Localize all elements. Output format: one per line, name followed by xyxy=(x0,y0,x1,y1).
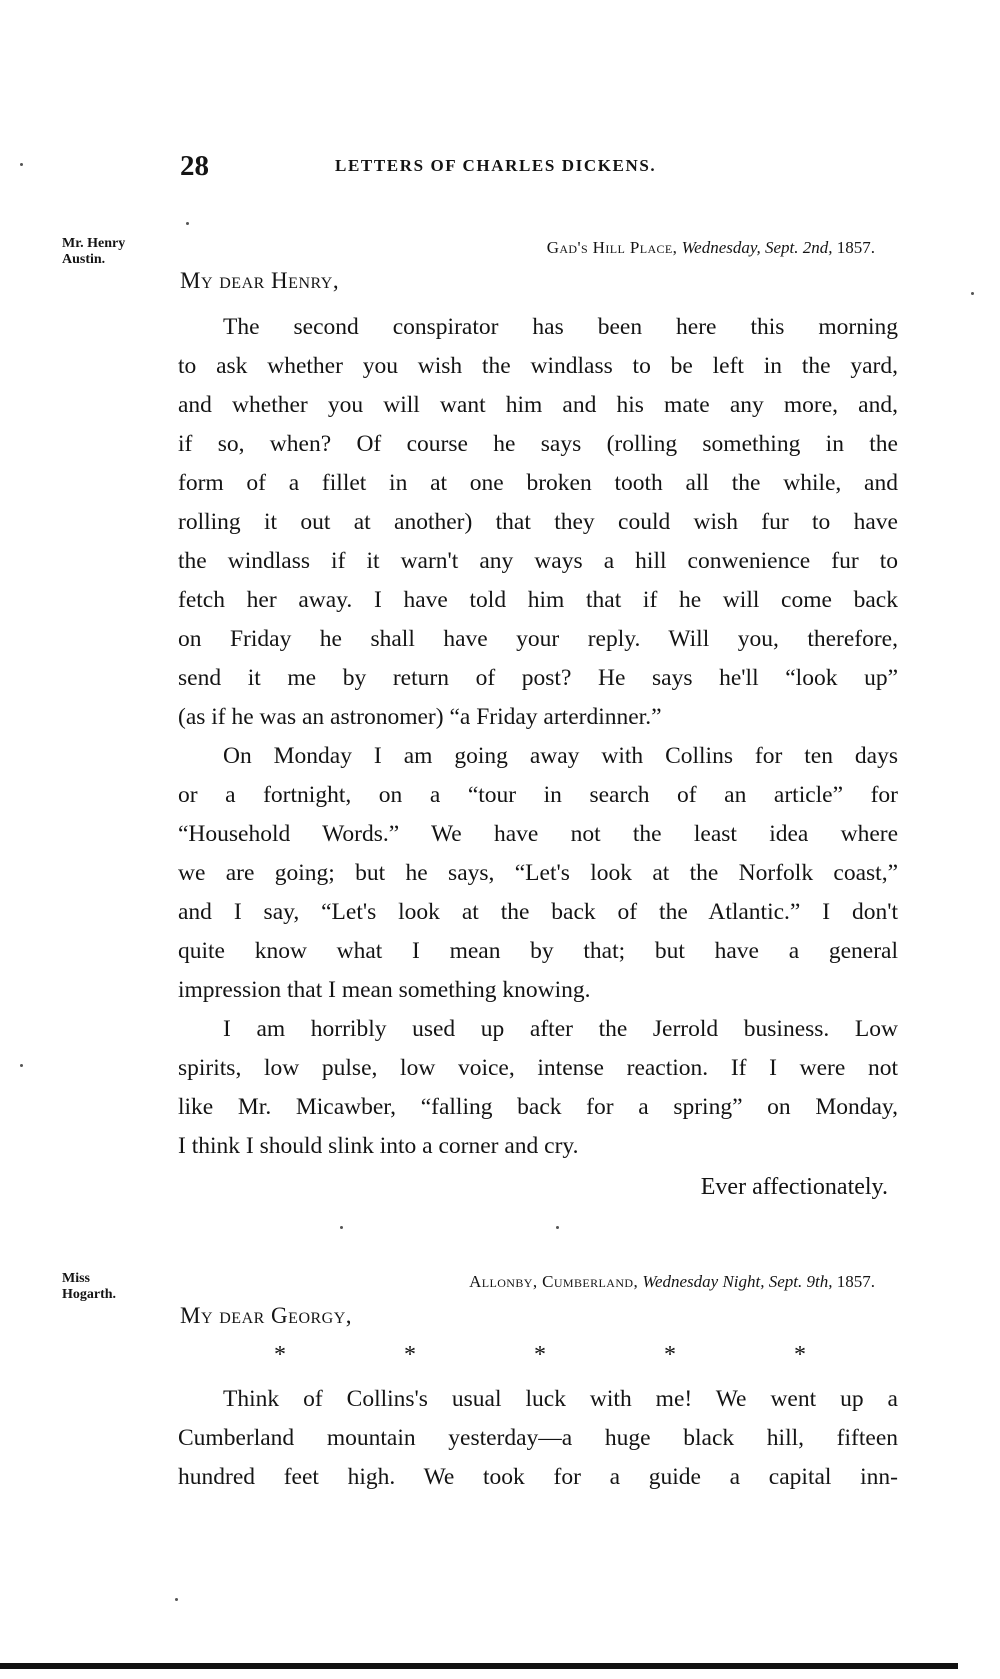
scan-border-line xyxy=(0,1663,1000,1669)
text-line: “Household Words.” We have not the least idea where xyxy=(178,821,898,847)
text-line: On Monday I am going away with Collins for ten days xyxy=(223,743,898,769)
text-line: The second conspirator has been here this morning xyxy=(223,314,898,340)
text-line: hundred feet high. We took for a guide a capital inn- xyxy=(178,1464,898,1490)
text-line: I think I should slink into a corner and cry. xyxy=(178,1133,579,1159)
letter-1-body xyxy=(178,308,898,1166)
book-title: LETTERS OF CHARLES DICKENS. xyxy=(335,156,657,175)
asterisk: * xyxy=(664,1342,676,1368)
text-line: fetch her away. I have told him that if he will come back xyxy=(178,587,898,613)
text-line: rolling it out at another) that they could wish fur to have xyxy=(178,509,898,535)
text-line: we are going; but he says, “Let's look at the Norfolk coast,” xyxy=(178,860,898,886)
page-number: 28 xyxy=(180,150,209,182)
text-line: the windlass if it warn't any ways a hill conwenience fur to xyxy=(178,548,898,574)
text-line: or a fortnight, on a “tour in search of an article” for xyxy=(178,782,898,808)
text-line: Cumberland mountain yesterday—a huge black hill, fifteen xyxy=(178,1425,898,1451)
text-line: (as if he was an astronomer) “a Friday arterdinner.” xyxy=(178,704,662,730)
dateline-place: Gad's Hill Place, xyxy=(546,238,678,257)
asterisk: * xyxy=(534,1342,546,1368)
text-line: like Mr. Micawber, “falling back for a spring” on Monday, xyxy=(178,1094,898,1120)
asterisk: * xyxy=(404,1342,416,1368)
running-head xyxy=(180,150,900,190)
letter-2-body xyxy=(178,1380,898,1497)
text-line: and whether you will want him and his mate any more, and, xyxy=(178,392,898,418)
letter-closing: Ever affectionately. xyxy=(700,1174,888,1200)
omission-asterisks xyxy=(270,1342,810,1369)
dateline-year: 1857. xyxy=(836,1272,875,1291)
recipient-note-austin: Mr. Henry Austin. xyxy=(62,236,126,267)
recipient-note-hogarth: Miss Hogarth. xyxy=(62,1271,117,1302)
text-line: spirits, low pulse, low voice, intense reaction. If I were not xyxy=(178,1055,898,1081)
text-line: if so, when? Of course he says (rolling something in the xyxy=(178,431,898,457)
text-line: on Friday he shall have your reply. Will you, therefore, xyxy=(178,626,898,652)
asterisk: * xyxy=(274,1342,286,1368)
dateline-letter-2 xyxy=(469,1272,875,1292)
text-line: I am horribly used up after the Jerrold business. Low xyxy=(223,1016,898,1042)
dateline-day: Wednesday Night, Sept. 9th, xyxy=(642,1272,833,1291)
asterisk: * xyxy=(794,1342,806,1368)
dateline-letter-1 xyxy=(547,238,875,258)
dateline-day: Wednesday, Sept. 2nd, xyxy=(681,238,833,257)
salutation-letter-2: My dear Georgy, xyxy=(180,1303,353,1328)
text-line: quite know what I mean by that; but have a general xyxy=(178,938,898,964)
dateline-year: 1857. xyxy=(836,238,875,257)
salutation-letter-1: My dear Henry, xyxy=(180,268,340,293)
text-line: to ask whether you wish the windlass to be left in the yard, xyxy=(178,353,898,379)
dateline-place: Allonby, Cumberland, xyxy=(469,1272,639,1291)
text-line: Think of Collins's usual luck with me! We went up a xyxy=(223,1386,898,1412)
text-line: and I say, “Let's look at the back of the Atlantic.” I don't xyxy=(178,899,898,925)
text-line: send it me by return of post? He says he'll “look up” xyxy=(178,665,898,691)
text-line: impression that I mean something knowing. xyxy=(178,977,591,1003)
text-line: form of a fillet in at one broken tooth all the while, and xyxy=(178,470,898,496)
